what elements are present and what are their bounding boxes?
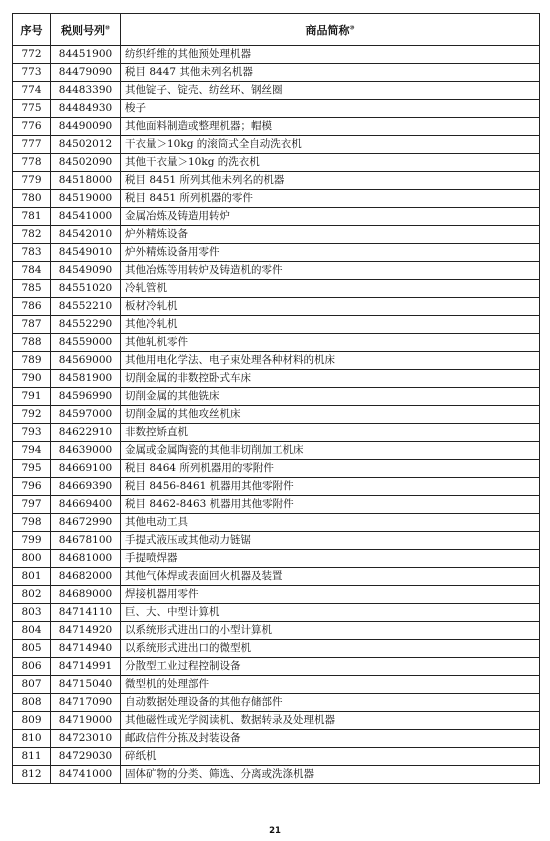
row-seq: 792 xyxy=(13,406,51,424)
table-row xyxy=(13,532,540,550)
table-row xyxy=(13,226,540,244)
row-seq: 782 xyxy=(13,226,51,244)
row-product-name: 切削金属的其他铣床 xyxy=(121,388,540,406)
row-product-name: 以系统形式进出口的微型机 xyxy=(121,640,540,658)
row-tariff-code: 84502012 xyxy=(51,136,121,154)
row-tariff-code: 84490090 xyxy=(51,118,121,136)
table-row xyxy=(13,100,540,118)
row-tariff-code: 84552210 xyxy=(51,298,121,316)
table-row xyxy=(13,298,540,316)
row-tariff-code: 84729030 xyxy=(51,748,121,766)
row-product-name: 焊接机器用零件 xyxy=(121,586,540,604)
row-product-name: 固体矿物的分类、筛选、分离或洗涤机器 xyxy=(121,766,540,784)
row-product-name: 其他电动工具 xyxy=(121,514,540,532)
row-tariff-code: 84714110 xyxy=(51,604,121,622)
row-tariff-code: 84483390 xyxy=(51,82,121,100)
row-tariff-code: 84639000 xyxy=(51,442,121,460)
row-tariff-code: 84451900 xyxy=(51,46,121,64)
row-seq: 799 xyxy=(13,532,51,550)
row-seq: 776 xyxy=(13,118,51,136)
row-seq: 789 xyxy=(13,352,51,370)
table-body xyxy=(13,46,540,784)
row-seq: 804 xyxy=(13,622,51,640)
table-row xyxy=(13,622,540,640)
row-product-name: 切削金属的非数控卧式车床 xyxy=(121,370,540,388)
row-tariff-code: 84551020 xyxy=(51,280,121,298)
row-product-name: 其他气体焊或表面回火机器及装置 xyxy=(121,568,540,586)
row-seq: 805 xyxy=(13,640,51,658)
row-tariff-code: 84597000 xyxy=(51,406,121,424)
table-row xyxy=(13,280,540,298)
row-tariff-code: 84741000 xyxy=(51,766,121,784)
table-row xyxy=(13,334,540,352)
row-product-name: 其他干衣量＞10kg 的洗衣机 xyxy=(121,154,540,172)
row-tariff-code: 84714940 xyxy=(51,640,121,658)
row-product-name: 邮政信件分拣及封装设备 xyxy=(121,730,540,748)
row-seq: 806 xyxy=(13,658,51,676)
row-tariff-code: 84622910 xyxy=(51,424,121,442)
table-row xyxy=(13,424,540,442)
table-row xyxy=(13,46,540,64)
row-tariff-code: 84681000 xyxy=(51,550,121,568)
row-seq: 810 xyxy=(13,730,51,748)
row-product-name: 炉外精炼设备 xyxy=(121,226,540,244)
row-product-name: 税目 8451 所列机器的零件 xyxy=(121,190,540,208)
table-row xyxy=(13,748,540,766)
row-product-name: 巨、大、中型计算机 xyxy=(121,604,540,622)
row-product-name: 税目 8462-8463 机器用其他零附件 xyxy=(121,496,540,514)
row-seq: 802 xyxy=(13,586,51,604)
row-tariff-code: 84672990 xyxy=(51,514,121,532)
row-seq: 803 xyxy=(13,604,51,622)
row-seq: 797 xyxy=(13,496,51,514)
table-row xyxy=(13,568,540,586)
row-product-name: 其他冷轧机 xyxy=(121,316,540,334)
row-product-name: 其他锭子、锭壳、纺丝环、钢丝圈 xyxy=(121,82,540,100)
table-row xyxy=(13,658,540,676)
table-row xyxy=(13,154,540,172)
table-row xyxy=(13,172,540,190)
row-seq: 778 xyxy=(13,154,51,172)
row-product-name: 自动数据处理设备的其他存储部件 xyxy=(121,694,540,712)
row-tariff-code: 84552290 xyxy=(51,316,121,334)
row-tariff-code: 84669100 xyxy=(51,460,121,478)
row-seq: 774 xyxy=(13,82,51,100)
row-tariff-code: 84719000 xyxy=(51,712,121,730)
row-product-name: 碎纸机 xyxy=(121,748,540,766)
row-seq: 794 xyxy=(13,442,51,460)
row-tariff-code: 84717090 xyxy=(51,694,121,712)
row-seq: 773 xyxy=(13,64,51,82)
table-header xyxy=(13,14,540,46)
table-row xyxy=(13,604,540,622)
row-seq: 786 xyxy=(13,298,51,316)
row-product-name: 微型机的处理部件 xyxy=(121,676,540,694)
row-tariff-code: 84723010 xyxy=(51,730,121,748)
table-row xyxy=(13,244,540,262)
table-row xyxy=(13,514,540,532)
row-tariff-code: 84541000 xyxy=(51,208,121,226)
row-product-name: 其他冶炼等用转炉及铸造机的零件 xyxy=(121,262,540,280)
table-row xyxy=(13,694,540,712)
row-tariff-code: 84689000 xyxy=(51,586,121,604)
row-product-name: 金属或金属陶瓷的其他非切削加工机床 xyxy=(121,442,540,460)
table-row xyxy=(13,118,540,136)
table-row xyxy=(13,82,540,100)
table-row xyxy=(13,352,540,370)
table-row xyxy=(13,676,540,694)
table-row xyxy=(13,136,540,154)
row-tariff-code: 84714920 xyxy=(51,622,121,640)
row-seq: 787 xyxy=(13,316,51,334)
row-product-name: 其他轧机零件 xyxy=(121,334,540,352)
row-tariff-code: 84549010 xyxy=(51,244,121,262)
row-product-name: 金属冶炼及铸造用转炉 xyxy=(121,208,540,226)
row-seq: 775 xyxy=(13,100,51,118)
row-tariff-code: 84715040 xyxy=(51,676,121,694)
row-seq: 811 xyxy=(13,748,51,766)
row-seq: 809 xyxy=(13,712,51,730)
row-product-name: 非数控矫直机 xyxy=(121,424,540,442)
row-seq: 783 xyxy=(13,244,51,262)
header-name: 商品简称⑩ xyxy=(121,14,540,46)
table-row xyxy=(13,550,540,568)
row-tariff-code: 84714991 xyxy=(51,658,121,676)
header-code-footnote-mark: ⑩ xyxy=(104,23,111,31)
row-product-name: 其他用电化学法、电子束处理各种材料的机床 xyxy=(121,352,540,370)
row-product-name: 税目 8464 所列机器用的零附件 xyxy=(121,460,540,478)
row-seq: 788 xyxy=(13,334,51,352)
row-product-name: 以系统形式进出口的小型计算机 xyxy=(121,622,540,640)
row-seq: 798 xyxy=(13,514,51,532)
row-tariff-code: 84542010 xyxy=(51,226,121,244)
row-tariff-code: 84682000 xyxy=(51,568,121,586)
row-product-name: 梭子 xyxy=(121,100,540,118)
row-tariff-code: 84479090 xyxy=(51,64,121,82)
table-row xyxy=(13,190,540,208)
row-seq: 781 xyxy=(13,208,51,226)
header-name-footnote-mark: ⑩ xyxy=(349,23,355,31)
row-seq: 808 xyxy=(13,694,51,712)
row-tariff-code: 84519000 xyxy=(51,190,121,208)
header-code: 税则号列⑩ xyxy=(51,14,121,46)
row-product-name: 手提喷焊器 xyxy=(121,550,540,568)
row-seq: 791 xyxy=(13,388,51,406)
row-product-name: 其他面料制造或整理机器；帽模 xyxy=(121,118,540,136)
row-tariff-code: 84569000 xyxy=(51,352,121,370)
table-row xyxy=(13,640,540,658)
row-tariff-code: 84669400 xyxy=(51,496,121,514)
row-tariff-code: 84518000 xyxy=(51,172,121,190)
header-seq: 序号 xyxy=(13,14,51,46)
table-row xyxy=(13,766,540,784)
table-row xyxy=(13,460,540,478)
row-seq: 795 xyxy=(13,460,51,478)
table-row xyxy=(13,730,540,748)
row-tariff-code: 84549090 xyxy=(51,262,121,280)
row-seq: 785 xyxy=(13,280,51,298)
row-tariff-code: 84596990 xyxy=(51,388,121,406)
table-row xyxy=(13,316,540,334)
table-row xyxy=(13,208,540,226)
row-tariff-code: 84581900 xyxy=(51,370,121,388)
row-product-name: 税目 8447 其他未列名机器 xyxy=(121,64,540,82)
tariff-table xyxy=(12,13,540,784)
row-seq: 812 xyxy=(13,766,51,784)
row-tariff-code: 84484930 xyxy=(51,100,121,118)
row-seq: 790 xyxy=(13,370,51,388)
table-row xyxy=(13,478,540,496)
row-seq: 801 xyxy=(13,568,51,586)
row-product-name: 板材冷轧机 xyxy=(121,298,540,316)
table-row xyxy=(13,442,540,460)
table-row xyxy=(13,496,540,514)
row-product-name: 税目 8456-8461 机器用其他零附件 xyxy=(121,478,540,496)
row-seq: 784 xyxy=(13,262,51,280)
row-seq: 793 xyxy=(13,424,51,442)
row-seq: 779 xyxy=(13,172,51,190)
row-seq: 772 xyxy=(13,46,51,64)
row-product-name: 炉外精炼设备用零件 xyxy=(121,244,540,262)
row-seq: 796 xyxy=(13,478,51,496)
row-seq: 780 xyxy=(13,190,51,208)
table-row xyxy=(13,712,540,730)
row-product-name: 冷轧管机 xyxy=(121,280,540,298)
table-row xyxy=(13,370,540,388)
table-row xyxy=(13,262,540,280)
page-number: 21 xyxy=(269,826,281,836)
row-seq: 777 xyxy=(13,136,51,154)
row-tariff-code: 84678100 xyxy=(51,532,121,550)
row-product-name: 纺织纤维的其他预处理机器 xyxy=(121,46,540,64)
row-product-name: 其他磁性或光学阅读机、数据转录及处理机器 xyxy=(121,712,540,730)
row-tariff-code: 84669390 xyxy=(51,478,121,496)
row-tariff-code: 84559000 xyxy=(51,334,121,352)
row-seq: 800 xyxy=(13,550,51,568)
row-product-name: 干衣量＞10kg 的滚筒式全自动洗衣机 xyxy=(121,136,540,154)
row-seq: 807 xyxy=(13,676,51,694)
row-product-name: 手提式液压或其他动力链锯 xyxy=(121,532,540,550)
table-row xyxy=(13,388,540,406)
table-row xyxy=(13,586,540,604)
table-row xyxy=(13,64,540,82)
row-tariff-code: 84502090 xyxy=(51,154,121,172)
row-product-name: 切削金属的其他攻丝机床 xyxy=(121,406,540,424)
table-row xyxy=(13,406,540,424)
row-product-name: 分散型工业过程控制设备 xyxy=(121,658,540,676)
header-row xyxy=(13,14,540,46)
row-product-name: 税目 8451 所列其他未列名的机器 xyxy=(121,172,540,190)
